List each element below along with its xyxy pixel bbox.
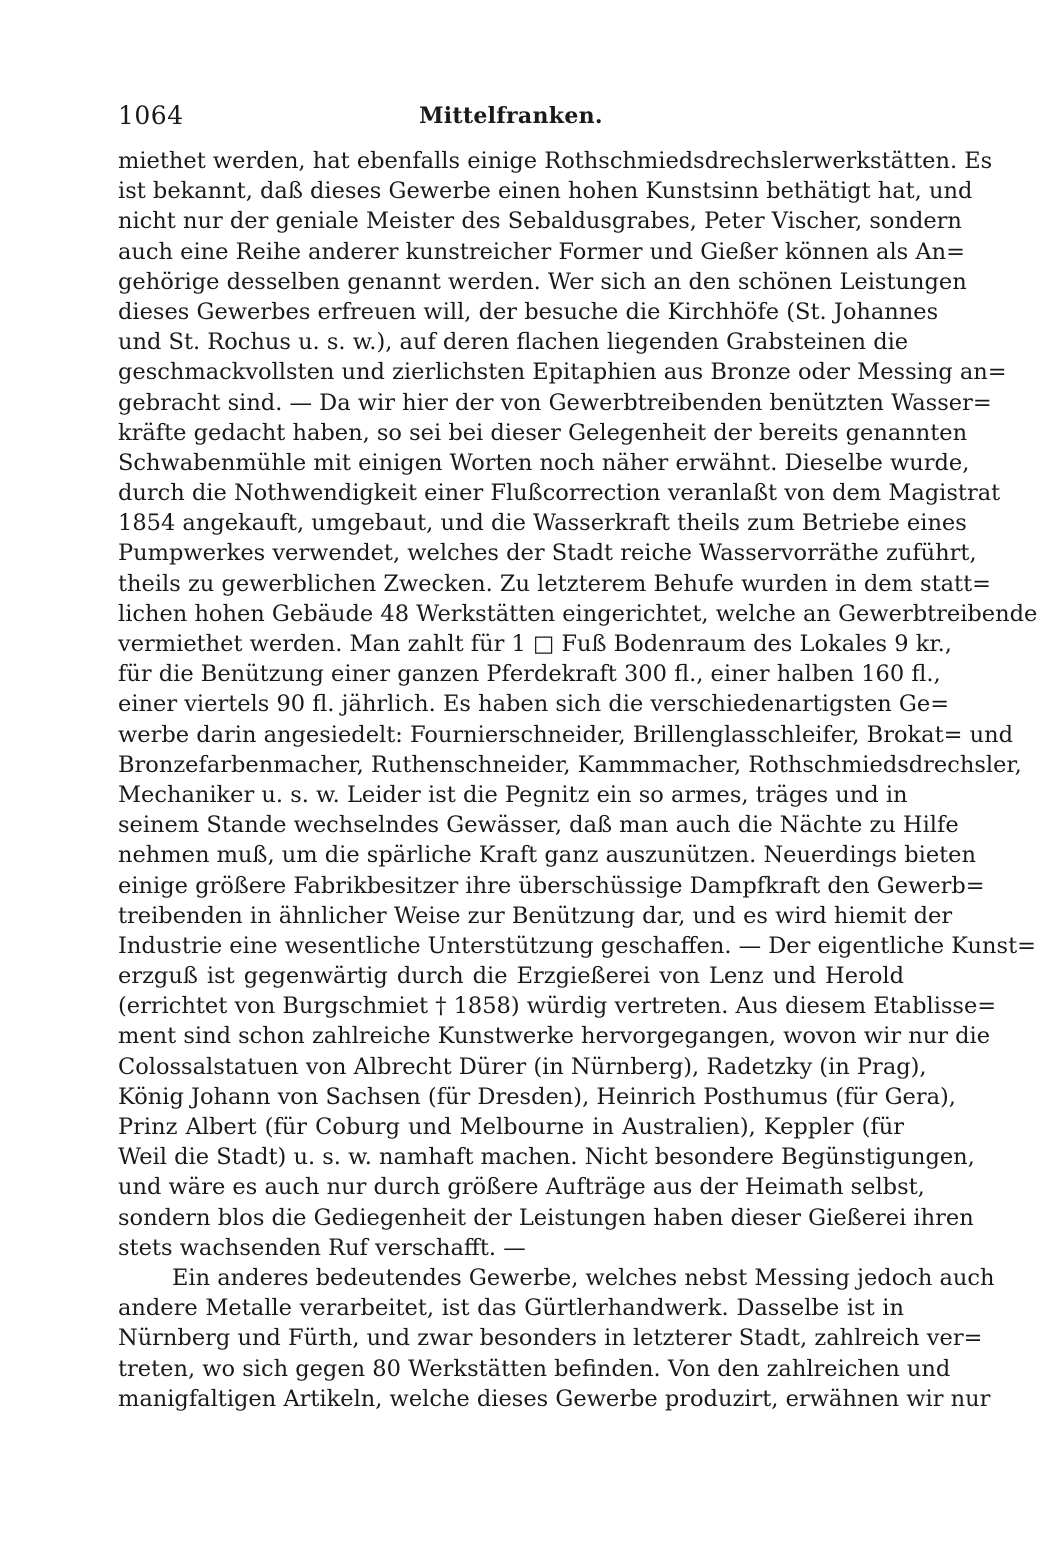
text-line: einer viertels 90 fl. jährlich. Es haben sich die verschiedenartigsten Ge= xyxy=(118,691,950,718)
text-line: und St. Rochus u. s. w.), auf deren flachen liegenden Grabsteinen die xyxy=(118,329,909,356)
text-line: durch die Nothwendigkeit einer Flußcorrection veranlaßt von dem Magistrat xyxy=(118,480,1001,507)
text-line: für die Benützung einer ganzen Pferdekraft 300 fl., einer halben 160 fl., xyxy=(118,661,941,688)
text-line: Industrie eine wesentliche Unterstützung geschaffen. — Der eigentliche Kunst= xyxy=(118,932,1036,959)
text-line: dieses Gewerbes erfreuen will, der besuche die Kirchhöfe (St. Johannes xyxy=(118,298,939,325)
text-line: einige größere Fabrikbesitzer ihre überschüssige Dampfkraft den Gewerb= xyxy=(118,872,985,899)
text-line: Bronzefarbenmacher, Ruthenschneider, Kammmacher, Rothschmiedsdrechsler, xyxy=(118,751,1022,778)
text-line: Colossalstatuen von Albrecht Dürer (in Nürnberg), Radetzky (in Prag), xyxy=(118,1053,927,1080)
text-line: gehörige desselben genannt werden. Wer sich an den schönen Leistungen xyxy=(118,268,967,295)
text-line: Prinz Albert (für Coburg und Melbourne in Australien), Keppler (für xyxy=(118,1114,904,1140)
text-line: ist bekannt, daß dieses Gewerbe einen hohen Kunstsinn bethätigt hat, und xyxy=(118,178,973,205)
page-header xyxy=(118,98,904,134)
text-line: vermiethet werden. Man zahlt für 1 □ Fuß Bodenraum des Lokales 9 kr., xyxy=(118,631,952,657)
text-line: miethet werden, hat ebenfalls einige Rothschmiedsdrechslerwerkstätten. Es xyxy=(118,148,993,174)
text-line: Weil die Stadt) u. s. w. namhaft machen. Nicht besondere Begünstigungen, xyxy=(118,1144,975,1171)
text-line: sondern blos die Gediegenheit der Leistungen haben dieser Gießerei ihren xyxy=(118,1204,974,1231)
text-line: König Johann von Sachsen (für Dresden), Heinrich Posthumus (für Gera), xyxy=(118,1083,956,1110)
text-line: Pumpwerkes verwendet, welches der Stadt reiche Wasservorräthe zuführt, xyxy=(118,540,977,567)
text-line: theils zu gewerblichen Zwecken. Zu letzterem Behufe wurden in dem statt= xyxy=(118,570,991,597)
text-line: gebracht sind. — Da wir hier der von Gewerbtreibenden benützten Wasser= xyxy=(118,389,992,416)
text-line: seinem Stande wechselndes Gewässer, daß man auch die Nächte zu Hilfe xyxy=(118,812,959,839)
text-line: geschmackvollsten und zierlichsten Epitaphien aus Bronze oder Messing an= xyxy=(118,359,1007,386)
text-line: manigfaltigen Artikeln, welche dieses Gewerbe produzirt, erwähnen wir nur xyxy=(118,1385,991,1412)
text-line: werbe darin angesiedelt: Fournierschneider, Brillenglasschleifer, Brokat= und xyxy=(118,721,1014,748)
text-line: kräfte gedacht haben, so sei bei dieser Gelegenheit der bereits genannten xyxy=(118,419,968,446)
text-line: 1854 angekauft, umgebaut, und die Wasserkraft theils zum Betriebe eines xyxy=(118,510,967,537)
text-line: nehmen muß, um die spärliche Kraft ganz auszunützen. Neuerdings bieten xyxy=(118,842,976,869)
text-line: erzguß ist gegenwärtig durch die Erzgießerei von Lenz und Herold xyxy=(118,963,904,990)
text-line: treibenden in ähnlicher Weise zur Benützung dar, und es wird hiemit der xyxy=(118,902,953,929)
text-line: lichen hohen Gebäude 48 Werkstätten eingerichtet, welche an Gewerbtreibende xyxy=(118,600,1037,627)
text-line: treten, wo sich gegen 80 Werkstätten befinden. Von den zahlreichen und xyxy=(118,1355,951,1382)
text-line: Mechaniker u. s. w. Leider ist die Pegnitz ein so armes, träges und in xyxy=(118,781,908,808)
running-title: Mittelfranken. xyxy=(419,103,603,129)
text-line: Ein anderes bedeutendes Gewerbe, welches nebst Messing jedoch auch xyxy=(172,1264,995,1291)
body-text xyxy=(118,146,1037,1414)
paragraph xyxy=(118,1263,995,1414)
paragraph xyxy=(118,146,1037,1263)
page-number: 1064 xyxy=(118,101,184,130)
text-line: ment sind schon zahlreiche Kunstwerke hervorgegangen, wovon wir nur die xyxy=(118,1023,991,1050)
text-line: Schwabenmühle mit einigen Worten noch näher erwähnt. Dieselbe wurde, xyxy=(118,449,970,476)
text-line: (errichtet von Burgschmiet † 1858) würdig vertreten. Aus diesem Etablisse= xyxy=(118,993,997,1020)
text-line: und wäre es auch nur durch größere Aufträge aus der Heimath selbst, xyxy=(118,1174,925,1201)
text-line: nicht nur der geniale Meister des Sebaldusgrabes, Peter Vischer, sondern xyxy=(118,208,962,235)
text-line: Nürnberg und Fürth, und zwar besonders in letzterer Stadt, zahlreich ver= xyxy=(118,1325,983,1352)
text-line: andere Metalle verarbeitet, ist das Gürtlerhandwerk. Dasselbe ist in xyxy=(118,1295,904,1322)
text-line: auch eine Reihe anderer kunstreicher Former und Gießer können als An= xyxy=(118,238,965,265)
text-line: stets wachsenden Ruf verschafft. — xyxy=(118,1234,526,1261)
